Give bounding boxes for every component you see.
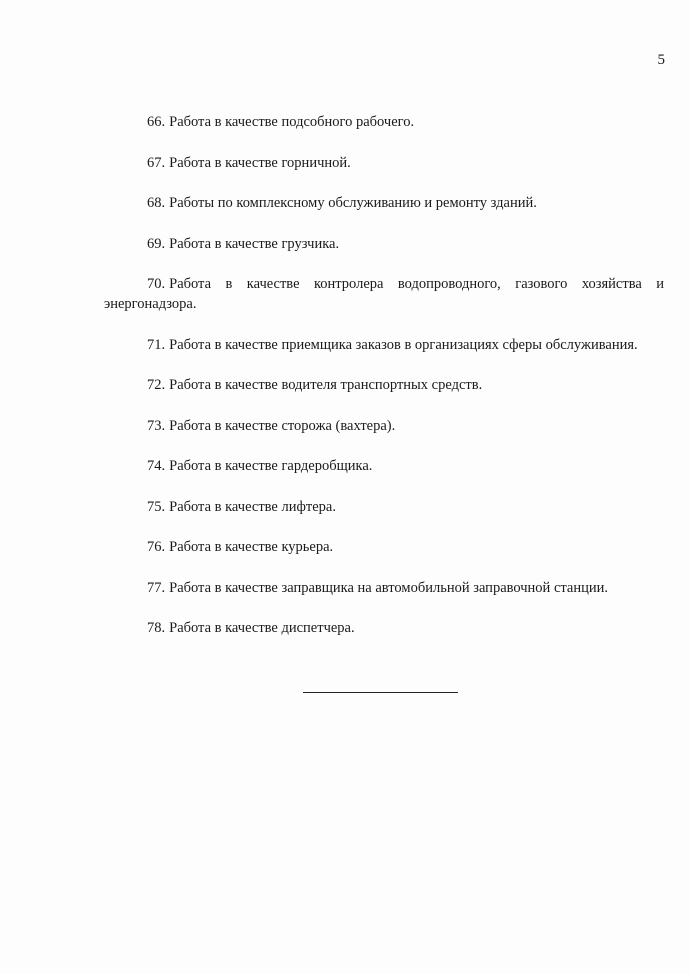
list-item — [104, 375, 664, 395]
item-text: Работа в качестве лифтера. — [169, 498, 336, 515]
item-text: Работы по комплексному обслуживанию и ремонту зданий. — [169, 195, 537, 211]
item-text: Работа в качестве курьера. — [169, 539, 334, 555]
item-number: 77. — [147, 579, 166, 596]
list-item — [104, 274, 664, 314]
item-number: 72. — [147, 377, 166, 393]
occupation-list — [104, 112, 664, 659]
list-item — [104, 456, 664, 476]
item-text: Работа в качестве гардеробщика. — [169, 458, 373, 474]
list-item — [104, 112, 664, 132]
item-number: 74. — [147, 458, 166, 474]
item-text: Работа в качестве подсобного рабочего. — [169, 114, 415, 130]
list-item — [104, 578, 664, 598]
item-number: 71. — [147, 336, 166, 353]
item-text: Работа в качестве грузчика. — [169, 235, 340, 252]
list-item — [104, 618, 664, 638]
item-number: 78. — [147, 620, 166, 636]
item-text: Работа в качестве водителя транспортных средств. — [169, 377, 483, 393]
item-number: 68. — [147, 195, 166, 211]
list-item — [104, 193, 664, 213]
item-text: Работа в качестве горничной. — [169, 154, 351, 171]
list-item — [104, 153, 664, 173]
list-item — [104, 234, 664, 254]
item-number: 70. — [147, 276, 166, 292]
item-text: Работа в качестве контролера водопроводного, газового хозяйства и энергонадзора. — [104, 276, 664, 312]
item-text: Работа в качестве диспетчера. — [169, 620, 355, 636]
end-divider-line — [303, 692, 458, 693]
item-number: 67. — [147, 154, 166, 171]
item-number: 76. — [147, 539, 166, 555]
item-number: 75. — [147, 498, 166, 515]
list-item — [104, 335, 664, 355]
item-number: 69. — [147, 235, 166, 252]
list-item — [104, 497, 664, 517]
list-item — [104, 537, 664, 557]
item-text: Работа в качестве сторожа (вахтера). — [169, 417, 396, 434]
list-item — [104, 416, 664, 436]
item-number: 73. — [147, 417, 166, 434]
page-number: 5 — [657, 52, 665, 68]
item-text: Работа в качестве заправщика на автомобильной заправочной станции. — [169, 579, 608, 596]
item-text: Работа в качестве приемщика заказов в организациях сферы обслуживания. — [169, 336, 638, 353]
item-number: 66. — [147, 114, 166, 130]
